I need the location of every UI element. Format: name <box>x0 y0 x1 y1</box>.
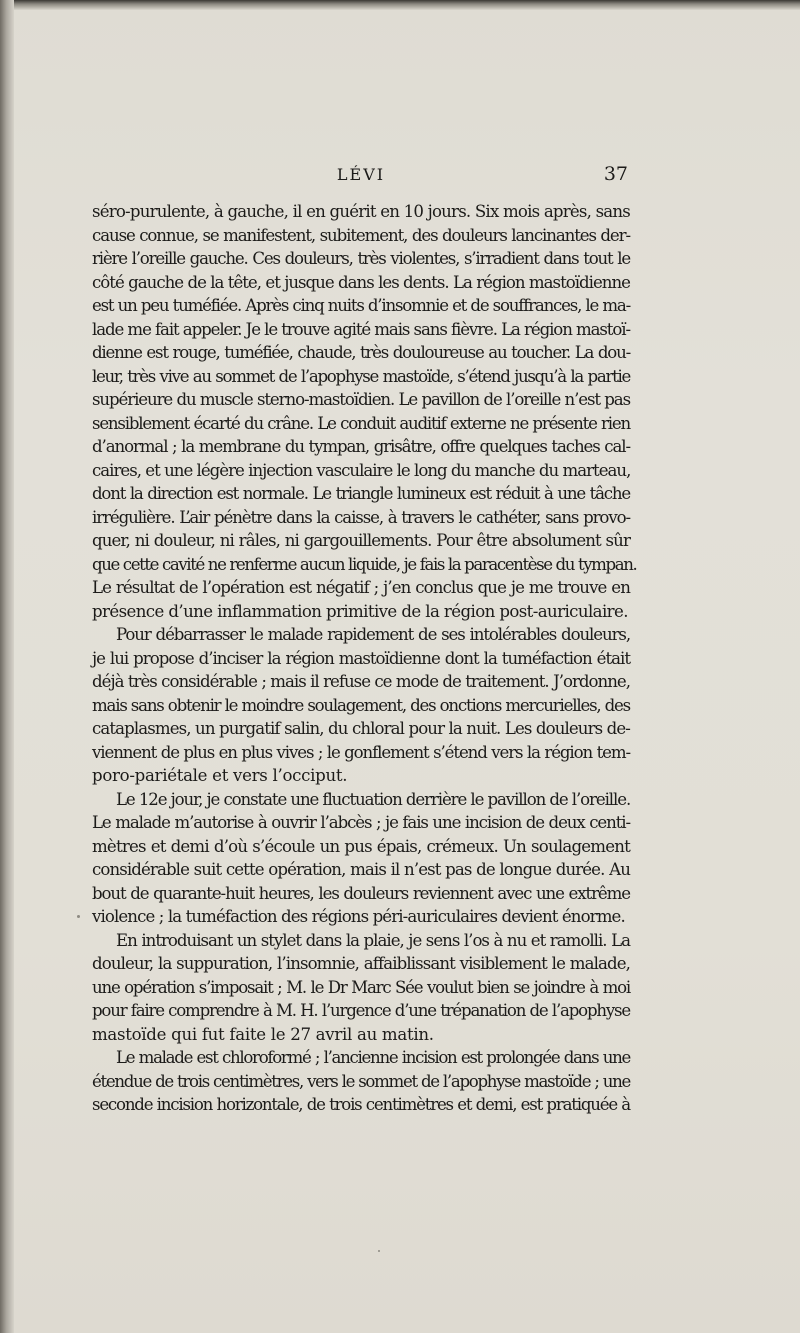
text-line: poro-pariétale et vers l’occiput. <box>92 766 348 785</box>
text-line: mais sans obtenir le moindre soulagement, des onctions mercurielles, des <box>92 695 630 715</box>
text-line: Le malade m’autorise à ouvrir l’abcès ; je fais une incision de deux centi- <box>92 813 630 832</box>
page-binding-edge <box>0 0 14 1333</box>
paper-speck <box>77 915 80 918</box>
text-line: d’anormal ; la membrane du tympan, grisâtre, offre quelques taches cal- <box>92 437 630 456</box>
text-line: étendue de trois centimètres, vers le sommet de l’apophyse mastoïde ; une <box>92 1071 630 1091</box>
page-number: 37 <box>603 163 628 185</box>
text-line: Le 12e jour, je constate une fluctuation derrière le pavillon de l’oreille. <box>116 789 631 809</box>
text-line: bout de quarante-huit heures, les douleurs reviennent avec une extrême <box>92 883 630 903</box>
text-line: lade me fait appeler. Je le trouve agité mais sans fièvre. La région mastoï- <box>92 319 630 339</box>
text-line: quer, ni douleur, ni râles, ni gargouillements. Pour être absolument sûr <box>92 531 630 550</box>
text-line: Pour débarrasser le malade rapidement de ses intolérables douleurs, <box>116 625 630 644</box>
text-line: Le malade est chloroformé ; l’ancienne incision est prolongée dans une <box>116 1048 630 1067</box>
text-line: je lui propose d’inciser la région mastoïdienne dont la tuméfaction était <box>92 648 630 668</box>
text-line: déjà très considérable ; mais il refuse ce mode de traitement. J’ordonne, <box>92 672 630 691</box>
paper-speck <box>378 1250 380 1252</box>
text-line: seconde incision horizontale, de trois centimètres et demi, est pratiquée à <box>92 1095 630 1114</box>
text-line: leur, très vive au sommet de l’apophyse mastoïde, s’étend jusqu’à la partie <box>92 366 630 386</box>
text-line: cause connue, se manifestent, subitement, des douleurs lancinantes der- <box>92 225 630 245</box>
text-line: En introduisant un stylet dans la plaie, je sens l’os à nu et ramolli. La <box>116 930 630 950</box>
body-text <box>92 200 637 1117</box>
text-line: dienne est rouge, tuméfiée, chaude, très douloureuse au toucher. La dou- <box>92 343 630 362</box>
page-top-edge <box>0 0 800 10</box>
text-line: une opération s’imposait ; M. le Dr Marc Sée voulut bien se joindre à moi <box>92 977 630 997</box>
text-line: douleur, la suppuration, l’insomnie, affaiblissant visiblement le malade, <box>92 954 630 973</box>
text-line: irrégulière. L’air pénètre dans la caisse, à travers le cathéter, sans provo- <box>92 507 630 527</box>
text-line: est un peu tuméfiée. Après cinq nuits d’insomnie et de souffrances, le ma- <box>92 296 630 315</box>
text-line: pour faire comprendre à M. H. l’urgence d’une trépanation de l’apophyse <box>92 1001 630 1020</box>
text-line: viennent de plus en plus vives ; le gonflement s’étend vers la région tem- <box>92 742 630 762</box>
text-line: présence d’une inflammation primitive de la région post-auriculaire. <box>92 601 628 621</box>
text-line: caires, et une légère injection vasculaire le long du manche du marteau, <box>92 460 631 480</box>
text-line: séro-purulente, à gauche, il en guérit en 10 jours. Six mois après, sans <box>92 202 630 221</box>
text-line: Le résultat de l’opération est négatif ; j’en conclus que je me trouve en <box>92 578 630 597</box>
running-head <box>92 163 630 189</box>
text-line: côté gauche de la tête, et jusque dans les dents. La région mastoïdienne <box>92 272 630 292</box>
text-line: que cette cavité ne renferme aucun liquide, je fais la paracentèse du tympan. <box>92 554 637 574</box>
text-line: violence ; la tuméfaction des régions péri-auriculaires devient énorme. <box>92 907 625 926</box>
text-line: rière l’oreille gauche. Ces douleurs, très violentes, s’irradient dans tout le <box>92 249 630 268</box>
text-line: mètres et demi d’où s’écoule un pus épais, crémeux. Un soulagement <box>92 836 630 856</box>
text-line: mastoïde qui fut faite le 27 avril au matin. <box>92 1024 434 1044</box>
text-line: supérieure du muscle sterno-mastoïdien. Le pavillon de l’oreille n’est pas <box>92 390 630 409</box>
text-line: cataplasmes, un purgatif salin, du chloral pour la nuit. Les douleurs de- <box>92 719 630 738</box>
text-line: considérable suit cette opération, mais il n’est pas de longue durée. Au <box>92 860 630 879</box>
text-line: sensiblement écarté du crâne. Le conduit auditif externe ne présente rien <box>92 413 630 433</box>
running-title: LÉVI <box>336 165 386 184</box>
text-line: dont la direction est normale. Le triangle lumineux est réduit à une tâche <box>92 484 630 503</box>
